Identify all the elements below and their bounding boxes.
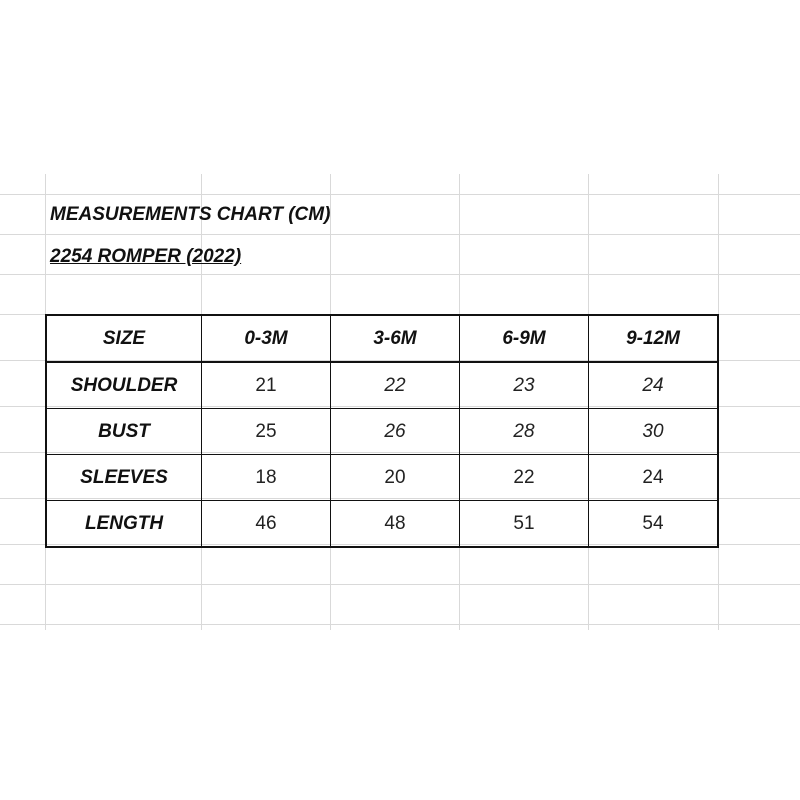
table-cell: 23 [460,362,589,409]
measurements-table [45,314,719,548]
table-cell: 24 [589,362,719,409]
table-row [46,501,718,548]
gridline [0,194,800,195]
row-label: SLEEVES [46,455,202,501]
row-label: SHOULDER [46,362,202,409]
table-row [46,362,718,409]
gridline [0,584,800,585]
header-cell-size: SIZE [46,315,202,362]
gridline [0,274,800,275]
header-cell-size-option: 3-6M [331,315,460,362]
table-cell: 28 [460,409,589,455]
table-cell: 51 [460,501,589,548]
gridline [0,234,800,235]
header-cell-size-option: 0-3M [202,315,331,362]
table-cell: 20 [331,455,460,501]
table-row [46,409,718,455]
table-cell: 22 [331,362,460,409]
chart-subtitle: 2254 ROMPER (2022) [50,246,242,267]
table-cell: 25 [202,409,331,455]
gridline [0,624,800,625]
table-cell: 21 [202,362,331,409]
table-cell: 22 [460,455,589,501]
chart-title: MEASUREMENTS CHART (CM) [50,204,331,225]
table-cell: 30 [589,409,719,455]
table-cell: 48 [331,501,460,548]
table-row [46,455,718,501]
row-label: BUST [46,409,202,455]
table-cell: 18 [202,455,331,501]
header-cell-size-option: 6-9M [460,315,589,362]
table-header-row [46,315,718,362]
table-cell: 46 [202,501,331,548]
header-cell-size-option: 9-12M [589,315,719,362]
table-cell: 54 [589,501,719,548]
row-label: LENGTH [46,501,202,548]
table-cell: 26 [331,409,460,455]
table-cell: 24 [589,455,719,501]
